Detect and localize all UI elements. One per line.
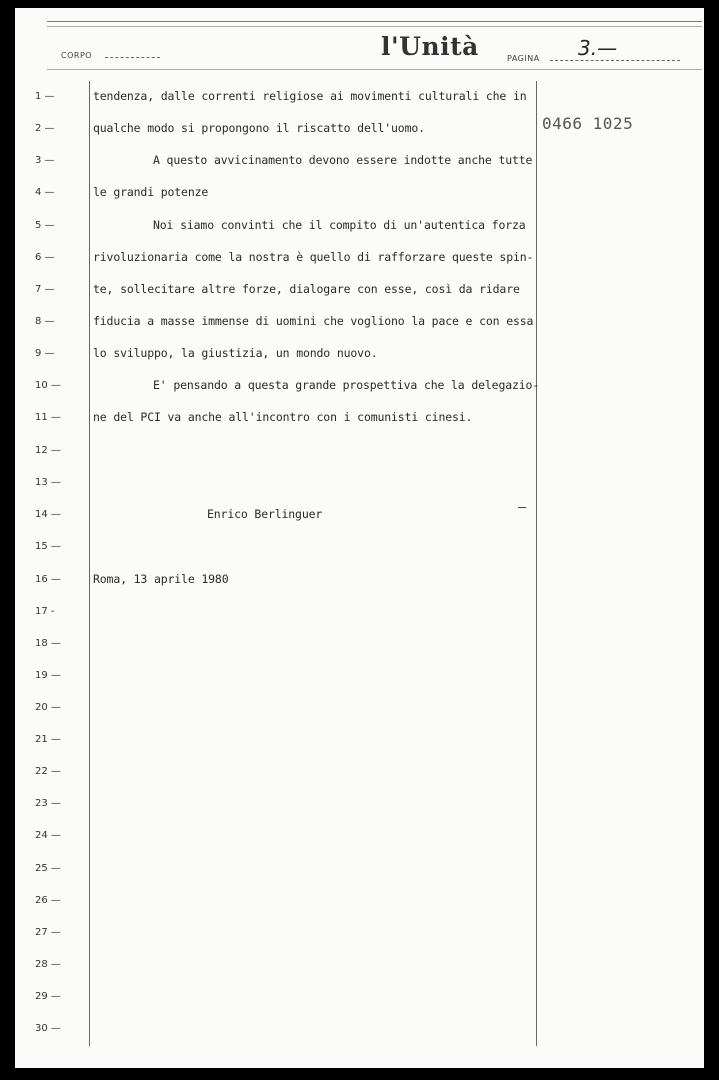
- text-line: tendenza, dalle correnti religiose ai movimenti culturali che in: [93, 89, 527, 103]
- line-number: 20 —: [35, 702, 61, 713]
- line-number: 28 —: [35, 959, 61, 970]
- line-number: 6 —: [35, 252, 55, 263]
- right-margin-line: [536, 81, 537, 1046]
- text-line: lo sviluppo, la giustizia, un mondo nuovo.: [93, 346, 378, 360]
- line-number: 21 —: [35, 734, 61, 745]
- header-rule: [47, 69, 702, 70]
- place-date: Roma, 13 aprile 1980: [93, 572, 229, 586]
- corpo-label: CORPO: [61, 51, 93, 60]
- line-number: 26 —: [35, 895, 61, 906]
- text-line: rivoluzionaria come la nostra è quello di rafforzare queste spin-: [93, 250, 534, 264]
- line-number: 27 —: [35, 927, 61, 938]
- document-page: [15, 8, 704, 1068]
- line-number: 8 —: [35, 316, 55, 327]
- left-margin-line: [89, 81, 90, 1046]
- line-number: 2 —: [35, 123, 55, 134]
- pagina-label: PAGINA: [507, 54, 540, 63]
- text-line: ne del PCI va anche all'incontro con i comunisti cinesi.: [93, 410, 473, 424]
- masthead-logo: l'Unità: [381, 32, 479, 61]
- line-number: 14 —: [35, 509, 61, 520]
- signature: Enrico Berlinguer: [207, 507, 323, 521]
- text-line: te, sollecitare altre forze, dialogare con esse, così da ridare: [93, 282, 520, 296]
- top-rule-secondary: [47, 26, 702, 27]
- line-number: 3 —: [35, 155, 55, 166]
- line-number: 9 —: [35, 348, 55, 359]
- document-code: 0466 1025: [542, 114, 634, 133]
- line-number: 1 —: [35, 91, 55, 102]
- line-number: 17 -: [35, 606, 55, 617]
- text-line: E' pensando a questa grande prospettiva che la delegazio-: [153, 378, 540, 392]
- line-number: 10 —: [35, 380, 61, 391]
- page-number: 3.—: [578, 36, 618, 60]
- line-number: 12 —: [35, 445, 61, 456]
- line-number: 11 —: [35, 412, 61, 423]
- text-line: Noi siamo convinti che il compito di un'autentica forza: [153, 218, 526, 232]
- line-number: 29 —: [35, 991, 61, 1002]
- pagina-field: [550, 60, 680, 61]
- top-rule: [47, 21, 702, 22]
- text-line: fiducia a masse immense di uomini che vogliono la pace e con essa: [93, 314, 534, 328]
- line-number: 18 —: [35, 638, 61, 649]
- line-number: 25 —: [35, 863, 61, 874]
- line-number: 19 —: [35, 670, 61, 681]
- text-line: qualche modo si propongono il riscatto dell'uomo.: [93, 121, 425, 135]
- line-number: 4 —: [35, 187, 55, 198]
- line-number: 16 —: [35, 574, 61, 585]
- line-number: 7 —: [35, 284, 55, 295]
- line-number: 23 —: [35, 798, 61, 809]
- text-line: le grandi potenze: [93, 185, 209, 199]
- line-number: 13 —: [35, 477, 61, 488]
- margin-dash: [518, 507, 526, 508]
- line-number: 5 —: [35, 220, 55, 231]
- line-number: 15 —: [35, 541, 61, 552]
- line-number: 22 —: [35, 766, 61, 777]
- corpo-field: [105, 57, 160, 58]
- line-number: 30 —: [35, 1023, 61, 1034]
- text-line: A questo avvicinamento devono essere indotte anche tutte: [153, 153, 533, 167]
- line-number: 24 —: [35, 830, 61, 841]
